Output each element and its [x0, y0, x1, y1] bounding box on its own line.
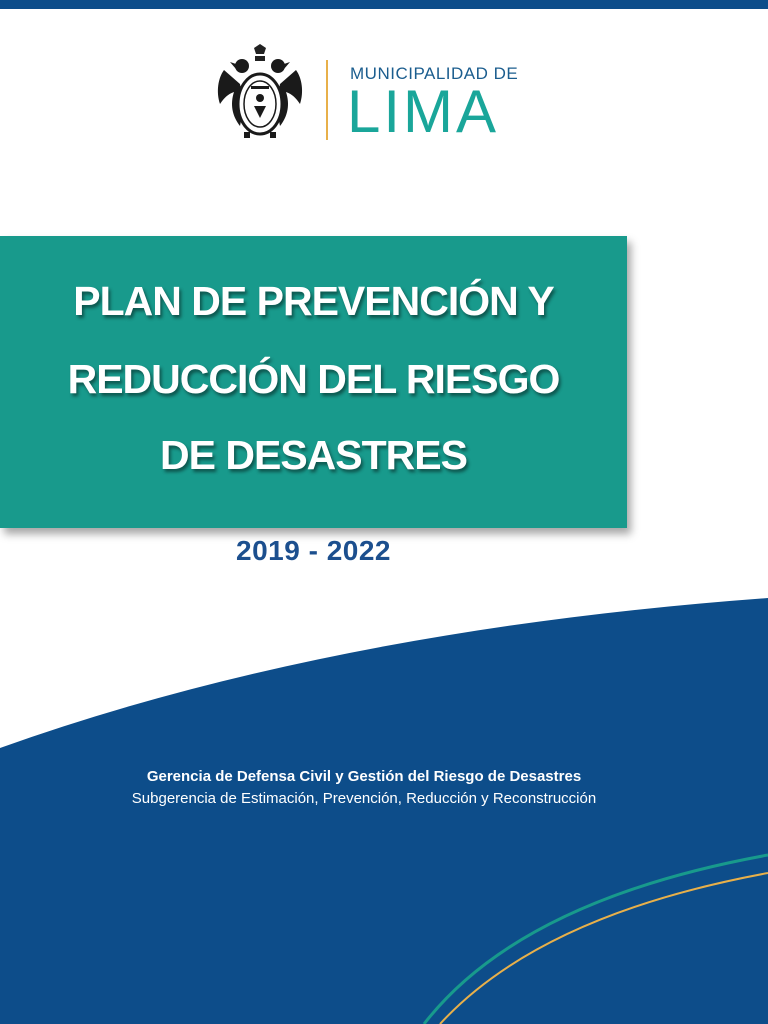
plan-years: 2019 - 2022 [236, 535, 391, 566]
title-line-1: PLAN DE PREVENCIÓN Y [73, 278, 554, 324]
footer-navy-wave [0, 598, 768, 1024]
title-line-2: REDUCCIÓN DEL RIESGO [67, 356, 560, 402]
logo-line-lima: LIMA [347, 78, 500, 145]
title-line-3: DE DESASTRES [160, 432, 467, 478]
subgerencia-label: Subgerencia de Estimación, Prevención, Reducción y Reconstrucción [131, 790, 597, 807]
logo-line-municipalidad: MUNICIPALIDAD DE [350, 64, 519, 83]
gerencia-label: Gerencia de Defensa Civil y Gestión del Riesgo de Desastres [146, 768, 582, 785]
